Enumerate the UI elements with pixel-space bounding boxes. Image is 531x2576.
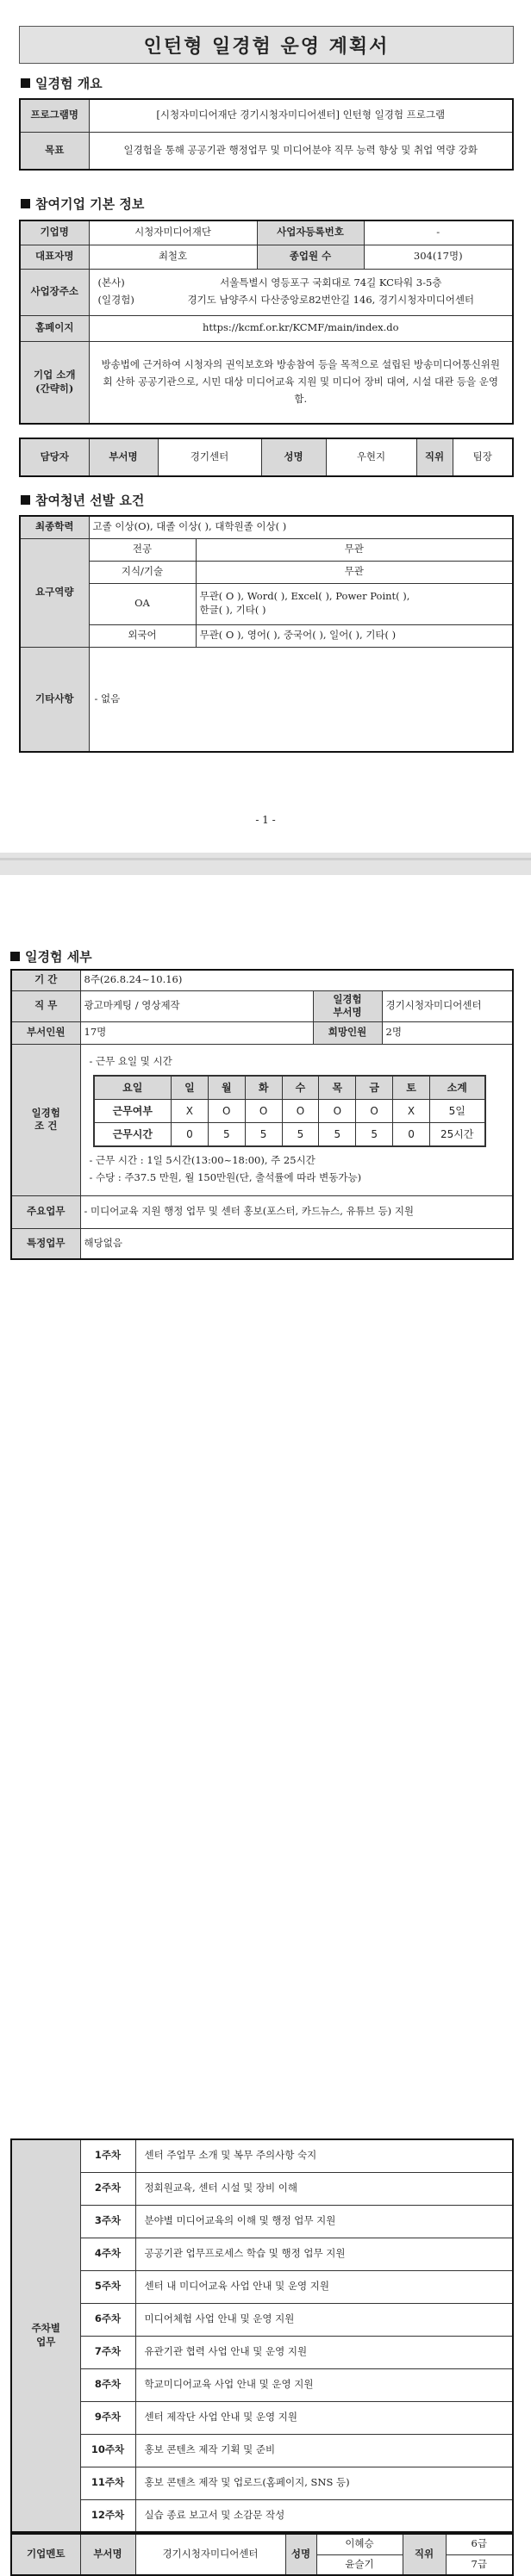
week-row (11, 2303, 513, 2336)
language-value: 무관( O ), 영어( ), 중국어( ), 일어( ), 기타( ) (196, 624, 513, 647)
contact-dept-label: 부서명 (89, 438, 158, 476)
address-hq-tag: (본사) (97, 276, 125, 289)
address-site-tag: (일경험) (97, 294, 134, 306)
period-value: 8주(26.8.24~10.16) (80, 970, 513, 990)
mentor-name-1: 이혜승 (316, 2534, 403, 2554)
schedule-header: 금 (356, 1076, 393, 1100)
week-task: 유관기관 협력 사업 안내 및 운영 지원 (135, 2336, 513, 2368)
schedule-row-label: 근무여부 (94, 1100, 172, 1123)
week-row (11, 2467, 513, 2499)
week-number: 9주차 (80, 2401, 135, 2434)
page-1 (0, 0, 531, 853)
week-row (11, 2401, 513, 2434)
square-bullet-icon (21, 78, 30, 88)
hope-label: 희망인원 (313, 1021, 382, 1044)
square-bullet-icon (21, 495, 30, 505)
schedule-cell: 25시간 (430, 1123, 485, 1147)
contact-position-label: 직위 (416, 438, 453, 476)
week-task: 분야별 미디어교육의 이해 및 행정 업무 지원 (135, 2205, 513, 2238)
week-number: 11주차 (80, 2467, 135, 2499)
competency-label: 요구역량 (20, 538, 89, 647)
schedule-cell: 5 (208, 1123, 245, 1147)
schedule-cell: O (282, 1100, 319, 1123)
contact-label: 담당자 (20, 438, 89, 476)
section-heading-label: 참여기업 기본 정보 (35, 196, 145, 212)
schedule-header: 요일 (94, 1076, 172, 1100)
work-dept-value: 경기시청자미디어센터 (382, 990, 513, 1021)
section-heading-label: 일경험 세부 (25, 949, 92, 965)
week-number: 6주차 (80, 2303, 135, 2336)
contact-name-value: 우현지 (326, 438, 416, 476)
section-heading-overview (21, 74, 103, 92)
skills-label: 지식/기술 (89, 561, 196, 583)
week-row (11, 2368, 513, 2401)
company-name-value: 시청자미디어재단 (89, 220, 257, 245)
company-intro-value: 방송법에 근거하여 시청자의 권익보호와 방송참여 등을 목적으로 설립된 방송미디어통신위원회 산하 공공기관으로, 시민 대상 미디어교육 지원 및 미디어 장비 대여, 시설 대관 등을 운영함. (89, 341, 513, 424)
oa-value-line-2: 한글( ), 기타( ) (199, 604, 266, 616)
mentor-name-label: 성명 (285, 2534, 316, 2575)
section-heading-company (21, 195, 144, 213)
schedule-header: 일 (172, 1076, 209, 1100)
week-row (11, 2270, 513, 2303)
special-duty-value: 해당없음 (80, 1228, 513, 1259)
work-dept-label-1: 일경험 (333, 992, 362, 1005)
company-intro-label-1: 기업 소개 (34, 369, 76, 382)
schedule-cell: 0 (393, 1123, 430, 1147)
overview-table (19, 98, 514, 171)
schedule-cell: 0 (172, 1123, 209, 1147)
week-task: 정회원교육, 센터 시설 및 장비 이해 (135, 2172, 513, 2205)
business-number-label: 사업자등록번호 (257, 220, 364, 245)
week-task: 홍보 콘텐츠 제작 기획 및 준비 (135, 2434, 513, 2467)
staff-label: 부서인원 (11, 1021, 80, 1044)
homepage-label: 홈페이지 (20, 315, 89, 341)
page-divider (0, 858, 531, 860)
week-number: 2주차 (80, 2172, 135, 2205)
goal-value: 일경험을 통해 공공기관 행정업무 및 미디어분야 직무 능력 향상 및 취업 역량 강화 (89, 132, 513, 170)
week-task: 센터 내 미디어교육 사업 안내 및 운영 지원 (135, 2270, 513, 2303)
etc-value: - 없음 (89, 647, 513, 752)
conditions-label (11, 1044, 80, 1195)
schedule-row-attendance (94, 1100, 485, 1123)
week-task: 홍보 콘텐츠 제작 및 업로드(홈페이지, SNS 등) (135, 2467, 513, 2499)
week-task: 실습 종료 보고서 및 소감문 작성 (135, 2499, 513, 2532)
homepage-value: https://kcmf.or.kr/KCMF/main/index.do (89, 315, 513, 341)
etc-label: 기타사항 (20, 647, 89, 752)
conditions-value (80, 1044, 513, 1195)
language-label: 외국어 (89, 624, 196, 647)
work-dept-label-2: 부서명 (333, 1006, 362, 1019)
main-duty-value: - 미디어교육 지원 행정 업무 및 센터 홍보(포스터, 카드뉴스, 유튜브 등) 지원 (80, 1195, 513, 1228)
conditions-heading: - 근무 요일 및 시간 (89, 1054, 172, 1067)
section-heading-label: 일경험 개요 (35, 76, 103, 91)
week-number: 10주차 (80, 2434, 135, 2467)
mentor-position-label: 직위 (403, 2534, 446, 2575)
contact-dept-value: 경기센터 (158, 438, 261, 476)
mentor-table (10, 2533, 514, 2576)
schedule-cell: O (208, 1100, 245, 1123)
job-value: 광고마케팅 / 영상제작 (80, 990, 313, 1021)
education-value: 고졸 이상(O), 대졸 이상( ), 대학원졸 이상( ) (89, 516, 513, 538)
week-number: 4주차 (80, 2238, 135, 2270)
weekly-tasks-table (10, 2138, 514, 2533)
mentor-position-2: 7급 (446, 2554, 513, 2575)
job-label: 직 무 (11, 990, 80, 1021)
week-number: 8주차 (80, 2368, 135, 2401)
company-name-label: 기업명 (20, 220, 89, 245)
schedule-cell: O (356, 1100, 393, 1123)
schedule-table (93, 1075, 486, 1147)
week-row (11, 2139, 513, 2172)
schedule-header: 화 (245, 1076, 282, 1100)
contact-name-label: 성명 (261, 438, 326, 476)
week-row (11, 2499, 513, 2532)
weekly-label-1: 주차별 (31, 2322, 60, 2335)
ceo-value: 최철호 (89, 245, 257, 269)
contact-table (19, 438, 514, 477)
schedule-cell: O (245, 1100, 282, 1123)
page-number: - 1 - (255, 814, 276, 826)
address-site: 경기도 남양주시 다산중앙로82번안길 146, 경기시청자미디어센터 (187, 294, 475, 306)
employees-label: 종업원 수 (257, 245, 364, 269)
conditions-note-hours: - 근무 시간 : 1일 5시간(13:00~18:00), 주 25시간 (89, 1154, 315, 1167)
major-label: 전공 (89, 538, 196, 561)
section-heading-label: 참여청년 선발 요건 (35, 493, 145, 508)
address-label: 사업장주소 (20, 269, 89, 315)
oa-value (196, 583, 513, 624)
schedule-cell: X (172, 1100, 209, 1123)
section-heading-details (10, 947, 92, 965)
ceo-label: 대표자명 (20, 245, 89, 269)
oa-label: OA (89, 583, 196, 624)
week-row (11, 2172, 513, 2205)
address-hq: 서울특별시 영등포구 국회대로 74길 KC타워 3-5층 (220, 276, 442, 289)
weekly-label (11, 2139, 80, 2532)
mentor-label: 기업멘토 (11, 2534, 80, 2575)
schedule-row-label: 근무시간 (94, 1123, 172, 1147)
address-site-row (93, 294, 509, 307)
page-gap (0, 853, 531, 875)
conditions-note-pay: - 수당 : 주37.5 만원, 월 150만원(단, 출석률에 따라 변동가능) (89, 1170, 362, 1183)
schedule-header: 수 (282, 1076, 319, 1100)
company-intro-label-2: (간략히) (35, 382, 74, 394)
page-2 (0, 875, 531, 2570)
schedule-header: 소계 (430, 1076, 485, 1100)
schedule-cell: 5 (319, 1123, 356, 1147)
schedule-header: 목 (319, 1076, 356, 1100)
week-row (11, 2238, 513, 2270)
schedule-cell: 5 (245, 1123, 282, 1147)
contact-position-value: 팀장 (453, 438, 513, 476)
special-duty-label: 특정업무 (11, 1228, 80, 1259)
skills-value: 무관 (196, 561, 513, 583)
conditions-label-1: 일경험 (31, 1106, 60, 1119)
week-row (11, 2434, 513, 2467)
hope-value: 2명 (382, 1021, 513, 1044)
week-task: 센터 주업무 소개 및 복무 주의사항 숙지 (135, 2139, 513, 2172)
period-label: 기 간 (11, 970, 80, 990)
week-number: 1주차 (80, 2139, 135, 2172)
schedule-cell: O (319, 1100, 356, 1123)
schedule-cell: 5일 (430, 1100, 485, 1123)
main-duty-label: 주요업무 (11, 1195, 80, 1228)
oa-value-line-1: 무관( O ), Word( ), Excel( ), Power Point( ), (199, 590, 410, 603)
week-task: 센터 제작단 사업 안내 및 운영 지원 (135, 2401, 513, 2434)
schedule-header: 월 (208, 1076, 245, 1100)
staff-value: 17명 (80, 1021, 313, 1044)
employees-value: 304(17명) (364, 245, 513, 269)
company-intro-label (20, 341, 89, 424)
week-number: 7주차 (80, 2336, 135, 2368)
details-table (10, 969, 514, 1260)
schedule-header-row (94, 1076, 485, 1100)
week-row (11, 2336, 513, 2368)
schedule-cell: 5 (356, 1123, 393, 1147)
schedule-cell: 5 (282, 1123, 319, 1147)
work-dept-label (313, 990, 382, 1021)
address-hq-row (93, 276, 509, 290)
goal-label: 목표 (20, 132, 89, 170)
weekly-label-2: 업무 (36, 2336, 56, 2348)
document-title: 인턴형 일경험 운영 계획서 (19, 26, 514, 64)
schedule-cell: X (393, 1100, 430, 1123)
mentor-dept-label: 부서명 (80, 2534, 135, 2575)
week-task: 학교미디어교육 사업 안내 및 운영 지원 (135, 2368, 513, 2401)
mentor-position-1: 6급 (446, 2534, 513, 2554)
square-bullet-icon (10, 952, 20, 961)
conditions-label-2: 조 건 (34, 1120, 58, 1133)
week-number: 3주차 (80, 2205, 135, 2238)
week-task: 미디어체험 사업 안내 및 운영 지원 (135, 2303, 513, 2336)
week-row (11, 2205, 513, 2238)
program-name-value: [시청자미디어재단 경기시청자미디어센터] 인턴형 일경험 프로그램 (89, 99, 513, 132)
address-value (89, 269, 513, 315)
schedule-row-hours (94, 1123, 485, 1147)
major-value: 무관 (196, 538, 513, 561)
education-label: 최종학력 (20, 516, 89, 538)
requirements-table (19, 515, 514, 753)
schedule-header: 토 (393, 1076, 430, 1100)
mentor-dept-value: 경기시청자미디어센터 (135, 2534, 285, 2575)
week-number: 12주차 (80, 2499, 135, 2532)
section-heading-requirements (21, 491, 144, 509)
mentor-name-2: 윤슬기 (316, 2554, 403, 2575)
square-bullet-icon (21, 199, 30, 208)
week-number: 5주차 (80, 2270, 135, 2303)
company-info-table (19, 220, 514, 425)
business-number-value: - (364, 220, 513, 245)
program-name-label: 프로그램명 (20, 99, 89, 132)
week-task: 공공기관 업무프로세스 학습 및 행정 업무 지원 (135, 2238, 513, 2270)
